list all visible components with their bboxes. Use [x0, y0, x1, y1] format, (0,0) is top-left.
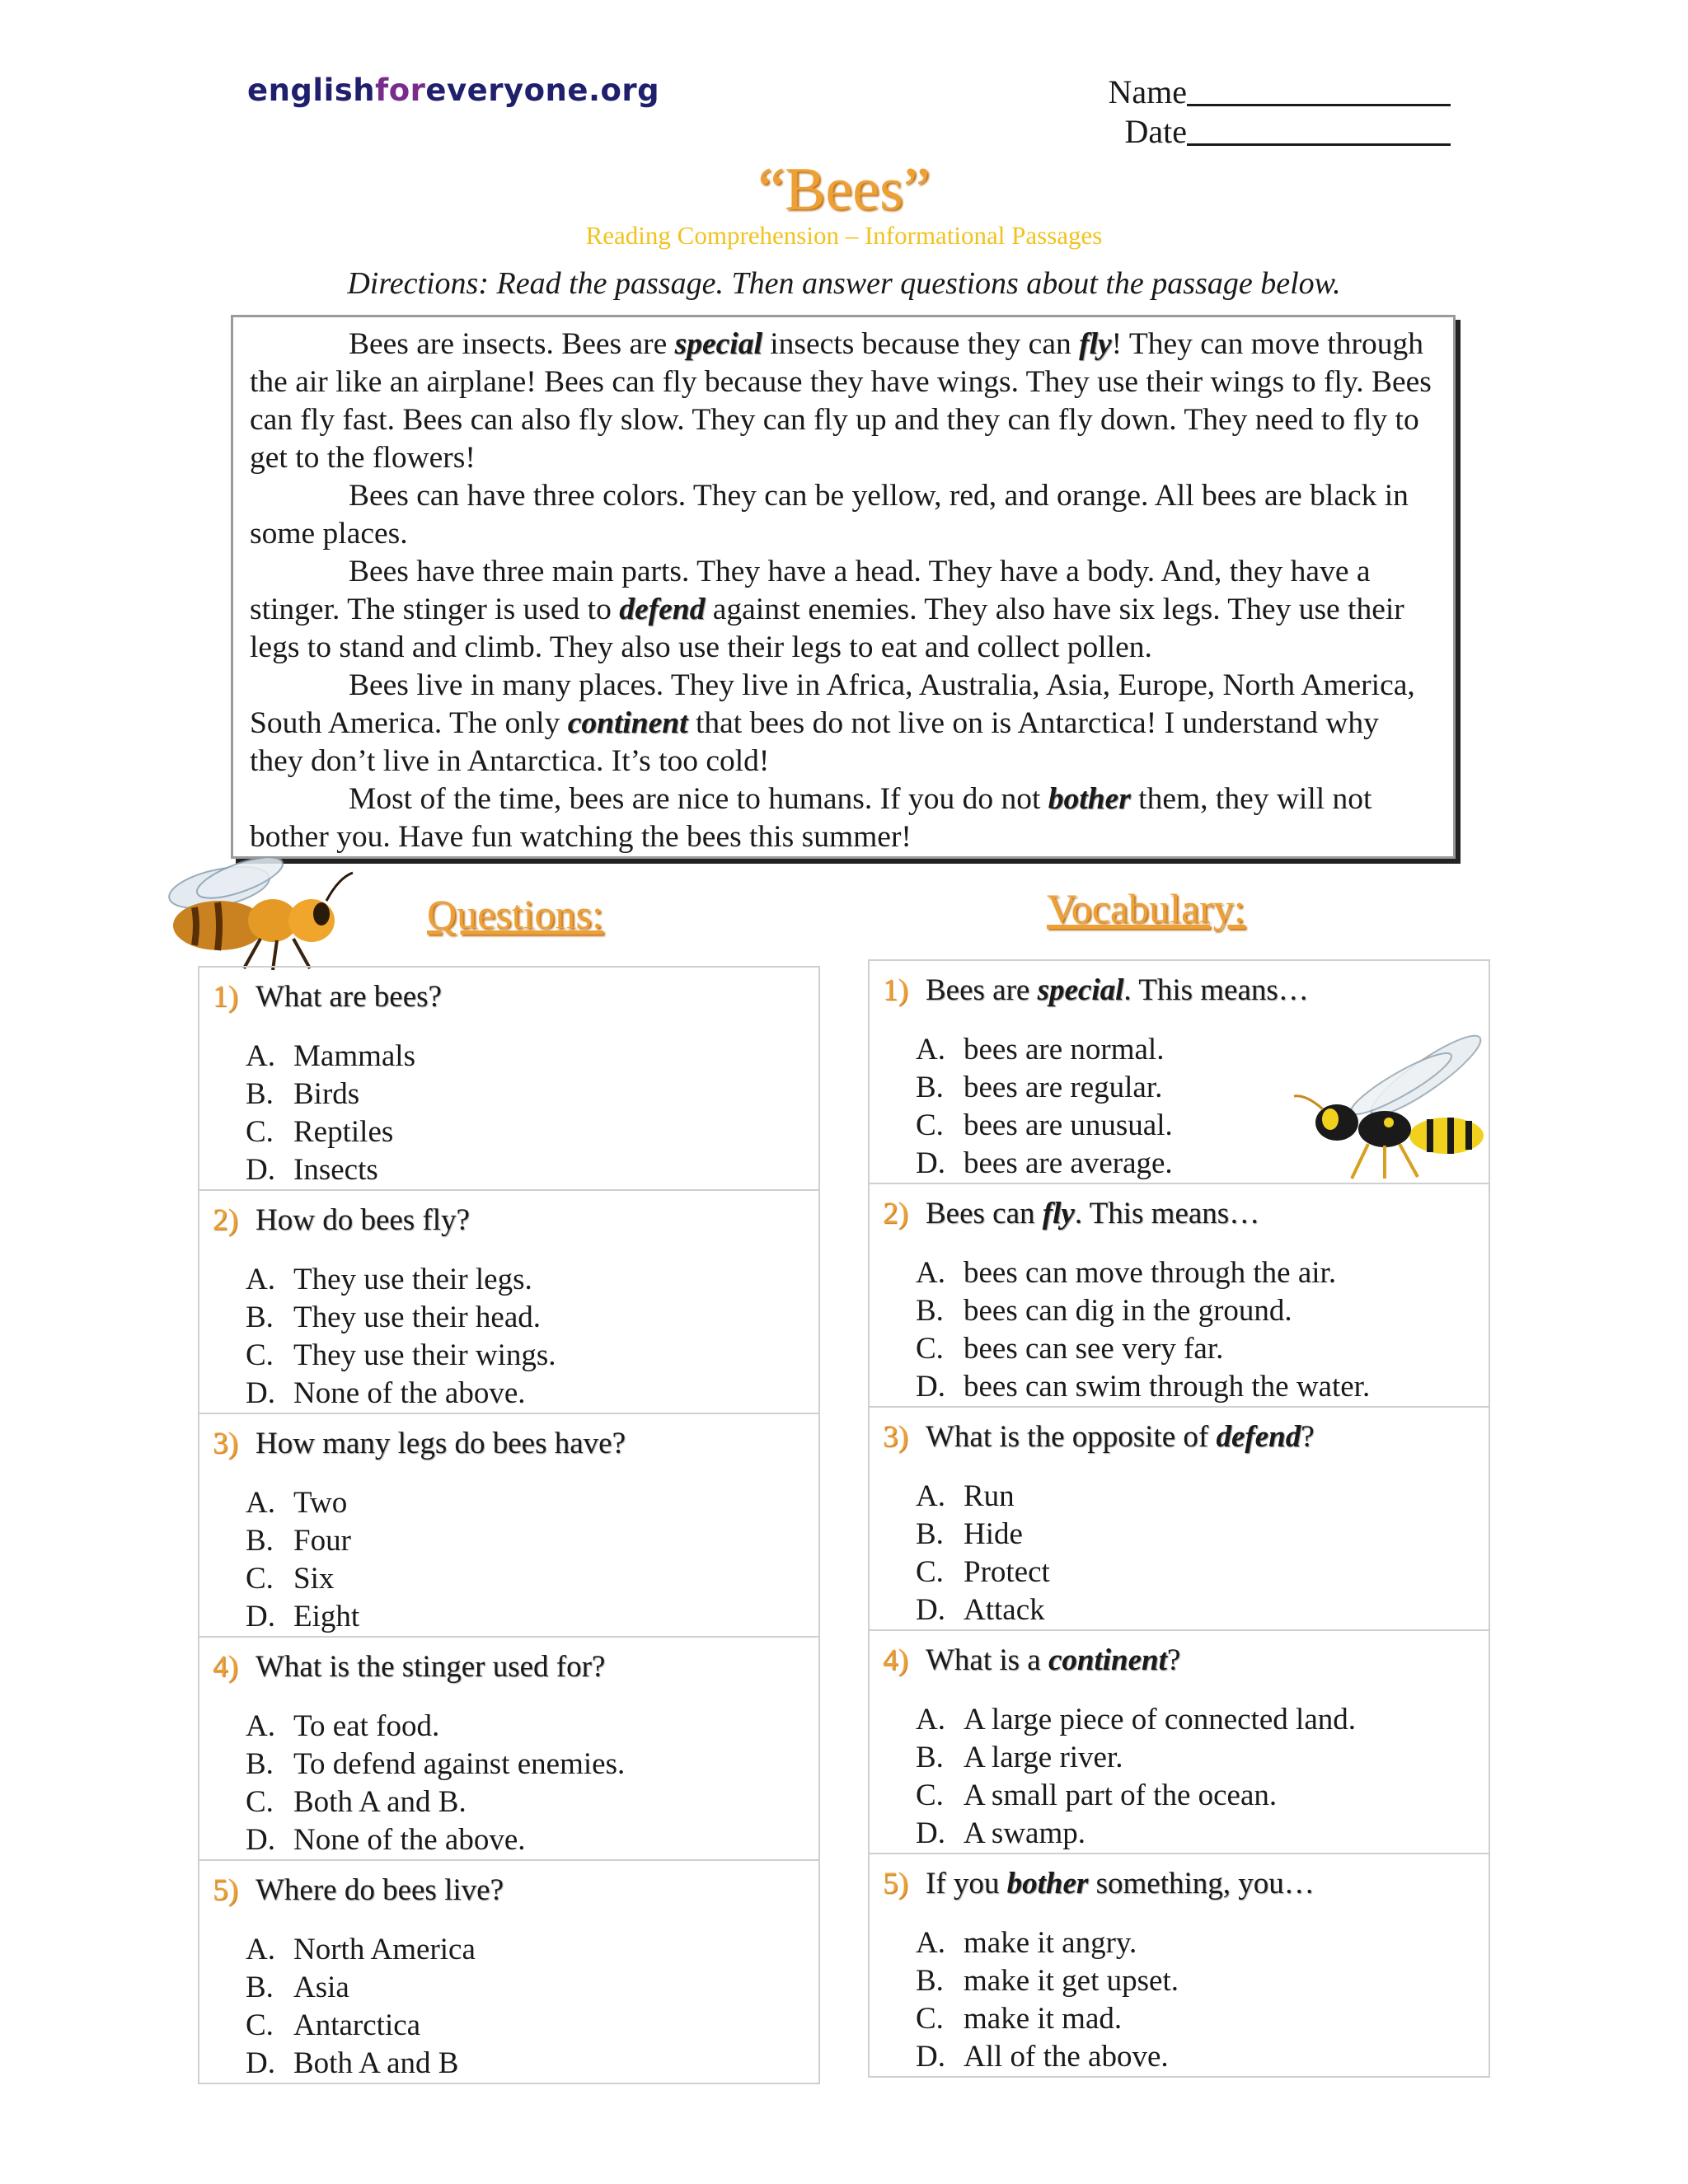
keyword: bother	[1048, 782, 1131, 816]
site-logo: englishforeveryone.org	[247, 73, 660, 108]
keyword: defend	[1216, 1420, 1301, 1454]
answer-option[interactable]: A. North America	[246, 1933, 476, 1966]
name-line[interactable]	[1187, 73, 1451, 106]
questions-header: Questions:	[427, 891, 603, 937]
answer-option[interactable]: B. make it get upset.	[916, 1964, 1179, 1998]
answer-option[interactable]: A. bees are normal.	[916, 1033, 1165, 1066]
passage-paragraph: Most of the time, bees are nice to humans. If you do not bother them, they will not bother you. Have fun watching the bees this summer!	[250, 782, 1372, 854]
answer-option[interactable]: A. They use their legs.	[246, 1263, 532, 1296]
answer-option[interactable]: A. bees can move through the air.	[916, 1256, 1337, 1290]
answer-option[interactable]: D. None of the above.	[246, 1823, 526, 1857]
vocabulary-header: Vocabulary:	[1047, 885, 1245, 931]
answer-option[interactable]: B. bees are regular.	[916, 1071, 1163, 1104]
question-item: 1) What are bees? A. Mammals B. Birds C. Reptiles D. Insects	[199, 968, 818, 1191]
answer-option[interactable]: C. bees can see very far.	[916, 1332, 1224, 1366]
question-item: 5) Where do bees live? A. North America B. Asia C. Antarctica D. Both A and B	[199, 1861, 818, 2084]
page-subtitle: Reading Comprehension – Informational Passages	[585, 221, 1103, 250]
answer-option[interactable]: A. Run	[916, 1479, 1015, 1513]
answer-option[interactable]: B. To defend against enemies.	[246, 1747, 626, 1781]
date-field: Date	[1063, 112, 1451, 152]
keyword: bother	[1006, 1867, 1089, 1900]
passage-paragraph: Bees can have three colors. They can be yellow, red, and orange. All bees are black in some places.	[250, 479, 1409, 551]
name-date-fields	[1063, 73, 1451, 152]
answer-option[interactable]: A. Two	[246, 1486, 348, 1520]
answer-option[interactable]: D. None of the above.	[246, 1376, 526, 1410]
answer-option[interactable]: B. Asia	[246, 1971, 349, 2004]
answer-option[interactable]: D. bees are average.	[916, 1146, 1173, 1180]
answer-option[interactable]: C. Six	[246, 1562, 335, 1596]
passage-paragraph: Bees have three main parts. They have a head. They have a body. And, they have a stinger. The stinger is used to defend against enemies. They also have six legs. They use their legs to stand and climb. They also use their legs to eat and collect pollen.	[250, 555, 1404, 664]
date-line[interactable]	[1187, 112, 1451, 146]
answer-option[interactable]: D. All of the above.	[916, 2040, 1169, 2074]
answer-option[interactable]: D. Insects	[246, 1153, 378, 1187]
keyword: continent	[567, 706, 688, 740]
answer-option[interactable]: A. make it angry.	[916, 1926, 1137, 1960]
answer-option[interactable]: D. Attack	[916, 1593, 1045, 1627]
passage-paragraph: Bees live in many places. They live in Africa, Australia, Asia, Europe, North America, South America. The only continent that bees do not live on is Antarctica! I understand why they don’t live in Antarctica. It’s too cold!	[250, 668, 1415, 778]
questions-column	[198, 966, 820, 2084]
answer-option[interactable]: C. They use their wings.	[246, 1338, 556, 1372]
answer-option[interactable]: C. Reptiles	[246, 1115, 394, 1149]
vocabulary-item: 4) What is a continent? A. A large piece of connected land. B. A large river. C. A small part of the ocean. D. A swamp.	[870, 1631, 1489, 1854]
answer-option[interactable]: A. Mammals	[246, 1039, 415, 1073]
keyword: fly	[1079, 327, 1112, 361]
answer-option[interactable]: C. Antarctica	[246, 2008, 421, 2042]
vocabulary-column	[868, 959, 1490, 2078]
vocabulary-item: 5) If you bother something, you… A. make it angry. B. make it get upset. C. make it mad. D. All of the above.	[870, 1854, 1489, 2078]
answer-option[interactable]: A. To eat food.	[246, 1709, 440, 1743]
vocabulary-item: 2) Bees can fly. This means… A. bees can move through the air. B. bees can dig in the ground. C. bees can see very far. D. bees can swim through the water.	[870, 1184, 1489, 1408]
keyword: fly	[1042, 1197, 1075, 1230]
keyword: special	[674, 327, 762, 361]
passage-paragraph: Bees are insects. Bees are special insects because they can fly! They can move through the air like an airplane! Bees can fly because they have wings. They use their wings to fly. Bees can fly fast. Bees can also fly slow. They can fly up and they can fly down. They need to fly to get to the flowers!	[250, 327, 1432, 475]
answer-option[interactable]: C. Both A and B.	[246, 1785, 467, 1819]
answer-option[interactable]: B. Birds	[246, 1077, 360, 1111]
keyword: defend	[619, 593, 706, 626]
page-title: “Bees”	[757, 156, 931, 223]
keyword: continent	[1048, 1643, 1167, 1677]
answer-option[interactable]: D. Eight	[246, 1600, 360, 1633]
keyword: special	[1037, 973, 1124, 1007]
question-item: 2) How do bees fly? A. They use their legs. B. They use their head. C. They use their wings. D. None of the above.	[199, 1191, 818, 1414]
answer-option[interactable]: C. A small part of the ocean.	[916, 1779, 1278, 1812]
name-field: Name	[1063, 73, 1451, 112]
bee-icon	[162, 853, 359, 975]
passage-box	[231, 315, 1456, 859]
directions: Directions: Read the passage. Then answer questions about the passage below.	[347, 266, 1341, 301]
answer-option[interactable]: B. They use their head.	[246, 1301, 541, 1334]
vocabulary-item: 3) What is the opposite of defend? A. Run B. Hide C. Protect D. Attack	[870, 1408, 1489, 1631]
answer-option[interactable]: D. bees can swim through the water.	[916, 1370, 1371, 1404]
answer-option[interactable]: D. Both A and B	[246, 2046, 459, 2080]
answer-option[interactable]: B. A large river.	[916, 1741, 1123, 1774]
answer-option[interactable]: B. Four	[246, 1524, 351, 1558]
answer-option[interactable]: C. make it mad.	[916, 2002, 1123, 2036]
answer-option[interactable]: C. Protect	[916, 1555, 1050, 1589]
answer-option[interactable]: C. bees are unusual.	[916, 1108, 1173, 1142]
answer-option[interactable]: B. bees can dig in the ground.	[916, 1294, 1292, 1328]
vocabulary-item: 1) Bees are special. This means… A. bees are normal. B. bees are regular. C. bees are unusual. D. bees are average.	[870, 961, 1489, 1184]
question-item: 3) How many legs do bees have? A. Two B. Four C. Six D. Eight	[199, 1414, 818, 1638]
answer-option[interactable]: A. A large piece of connected land.	[916, 1703, 1356, 1736]
answer-option[interactable]: D. A swamp.	[916, 1816, 1085, 1850]
question-item: 4) What is the stinger used for? A. To eat food. B. To defend against enemies. C. Both A and B. D. None of the above.	[199, 1638, 818, 1861]
answer-option[interactable]: B. Hide	[916, 1517, 1023, 1551]
